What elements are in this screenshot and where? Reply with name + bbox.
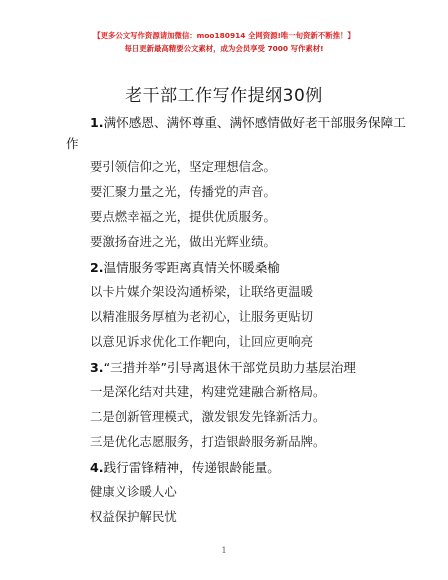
section-4-heading (90, 457, 280, 476)
section-2-number: 2. (90, 260, 104, 275)
section-1-item-3: 要点燃幸福之光，提供优质服务。 (90, 209, 276, 224)
section-4-heading-text: 践行雷锋精神，传递银龄能量。 (103, 460, 280, 475)
section-3-item-3: 三是优化志愿服务，打造银龄服务新品牌。 (90, 434, 326, 449)
section-1-number: 1. (90, 115, 104, 130)
section-3-heading-text: “三措并举”引导离退休干部党员助力基层治理 (103, 360, 356, 375)
section-2-item-3: 以意见诉求优化工作靶向，让回应更响亮 (90, 334, 314, 349)
section-3-number: 3. (90, 360, 104, 375)
section-1-heading (90, 112, 406, 131)
section-1-heading-text: 满怀感恩、满怀尊重、满怀感情做好老干部服务保障工 (103, 115, 406, 130)
promo-banner-line-1: 【更多公文写作资源请加微信：moo180914 全网资源!唯一旬资新不断推！】 (93, 31, 355, 40)
section-4-item-2: 权益保护解民忧 (90, 509, 177, 524)
page-number: 1 (221, 546, 227, 555)
promo-banner-line-2: 每日更新最高精要公文素材，成为会员享受 7000 写作素材! (124, 44, 324, 53)
section-2-heading (90, 257, 280, 276)
section-2-heading-text: 温情服务零距离真情关怀暖桑榆 (103, 260, 280, 275)
section-4-item-1: 健康义诊暖人心 (90, 484, 177, 499)
section-1-item-2: 要汇聚力量之光，传播党的声音。 (90, 184, 276, 199)
section-4-number: 4. (90, 460, 104, 475)
section-2-item-1: 以卡片媒介架设沟通桥梁，让联络更温暖 (90, 284, 314, 299)
section-1-item-1: 要引领信仰之光，坚定理想信念。 (90, 159, 276, 174)
section-2-item-2: 以精准服务厚植为老初心，让服务更贴切 (90, 309, 314, 324)
section-1-item-4: 要激扬奋进之光，做出光辉业绩。 (90, 234, 276, 249)
section-3-item-1: 一是深化结对共建，构建党建融合新格局。 (90, 384, 326, 399)
page-title: 老干部工作写作提纲30例 (125, 86, 323, 106)
section-3-heading (90, 357, 356, 376)
section-3-item-2: 二是创新管理模式，激发银发先锋新活力。 (90, 409, 326, 424)
section-1-heading-continuation: 作 (66, 136, 79, 151)
